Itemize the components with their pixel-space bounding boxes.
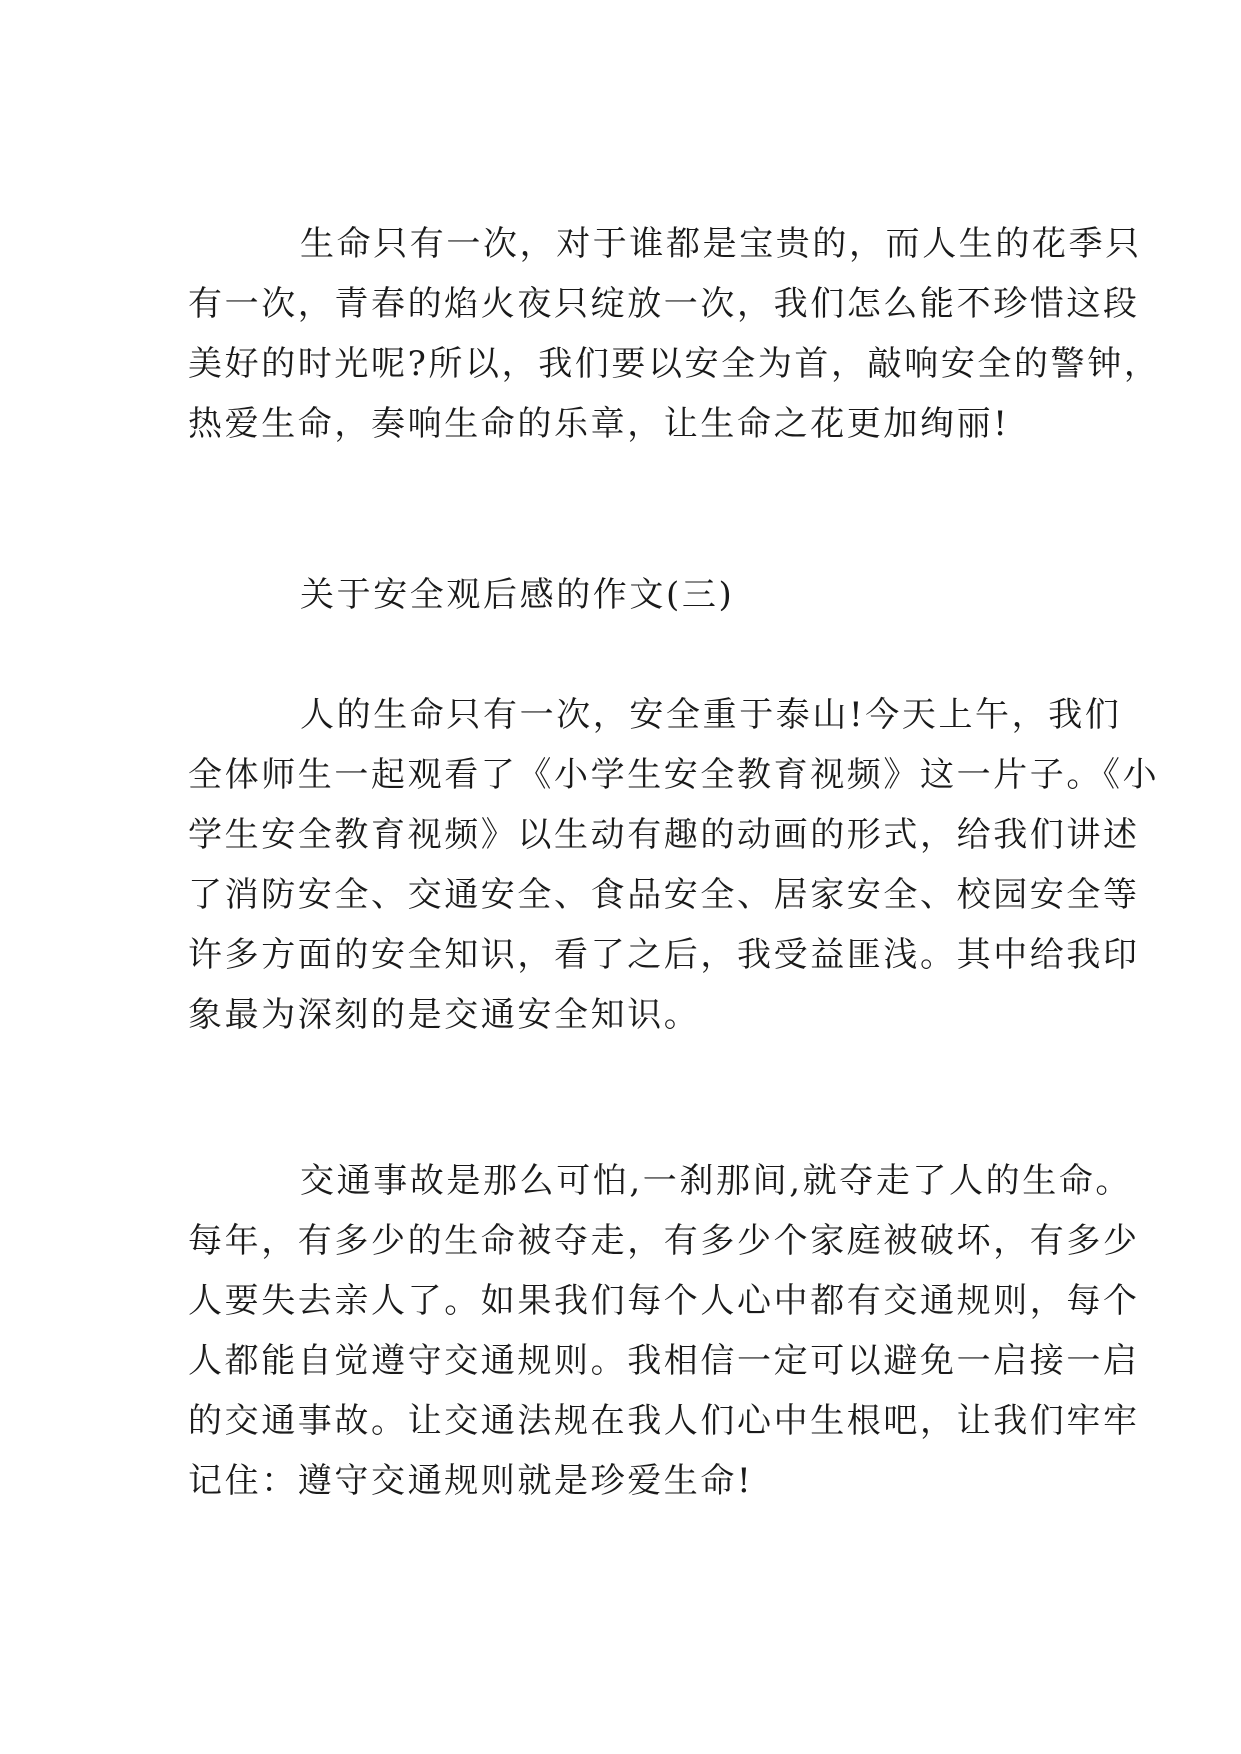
paragraph-2 (188, 685, 1160, 1045)
paragraph-3 (188, 1151, 1140, 1511)
text-line: 全体师生一起观看了《小学生安全教育视频》这一片子。《小 (188, 755, 1160, 795)
text-line: 许多方面的安全知识，看了之后，我受益匪浅。其中给我印 (188, 935, 1140, 975)
section-heading (188, 565, 1068, 625)
text-line: 人都能自觉遵守交通规则。我相信一定可以避免一启接一启 (188, 1341, 1140, 1381)
text-line: 每年，有多少的生命被夺走，有多少个家庭被破坏，有多少 (188, 1221, 1140, 1261)
text-line: 热爱生命，奏响生命的乐章，让生命之花更加绚丽! (188, 404, 1010, 444)
text-line: 记住：遵守交通规则就是珍爱生命! (188, 1461, 754, 1501)
paragraph-1 (188, 214, 1161, 454)
text-line: 交通事故是那么可怕,一刹那间,就夺走了人的生命。 (300, 1161, 1133, 1201)
text-line: 人的生命只有一次，安全重于泰山!今天上午，我们 (300, 695, 1122, 735)
text-line: 的交通事故。让交通法规在我人们心中生根吧，让我们牢牢 (188, 1401, 1140, 1441)
text-line: 学生安全教育视频》以生动有趣的动画的形式，给我们讲述 (188, 815, 1140, 855)
heading-text: 关于安全观后感的作文(三) (300, 575, 735, 615)
text-line: 有一次，青春的焰火夜只绽放一次，我们怎么能不珍惜这段 (188, 284, 1140, 324)
text-line: 人要失去亲人了。如果我们每个人心中都有交通规则，每个 (188, 1281, 1140, 1321)
text-line: 生命只有一次，对于谁都是宝贵的，而人生的花季只 (300, 224, 1142, 264)
text-line: 象最为深刻的是交通安全知识。 (188, 995, 701, 1035)
text-line: 美好的时光呢?所以，我们要以安全为首，敲响安全的警钟， (188, 344, 1161, 384)
text-line: 了消防安全、交通安全、食品安全、居家安全、校园安全等 (188, 875, 1140, 915)
